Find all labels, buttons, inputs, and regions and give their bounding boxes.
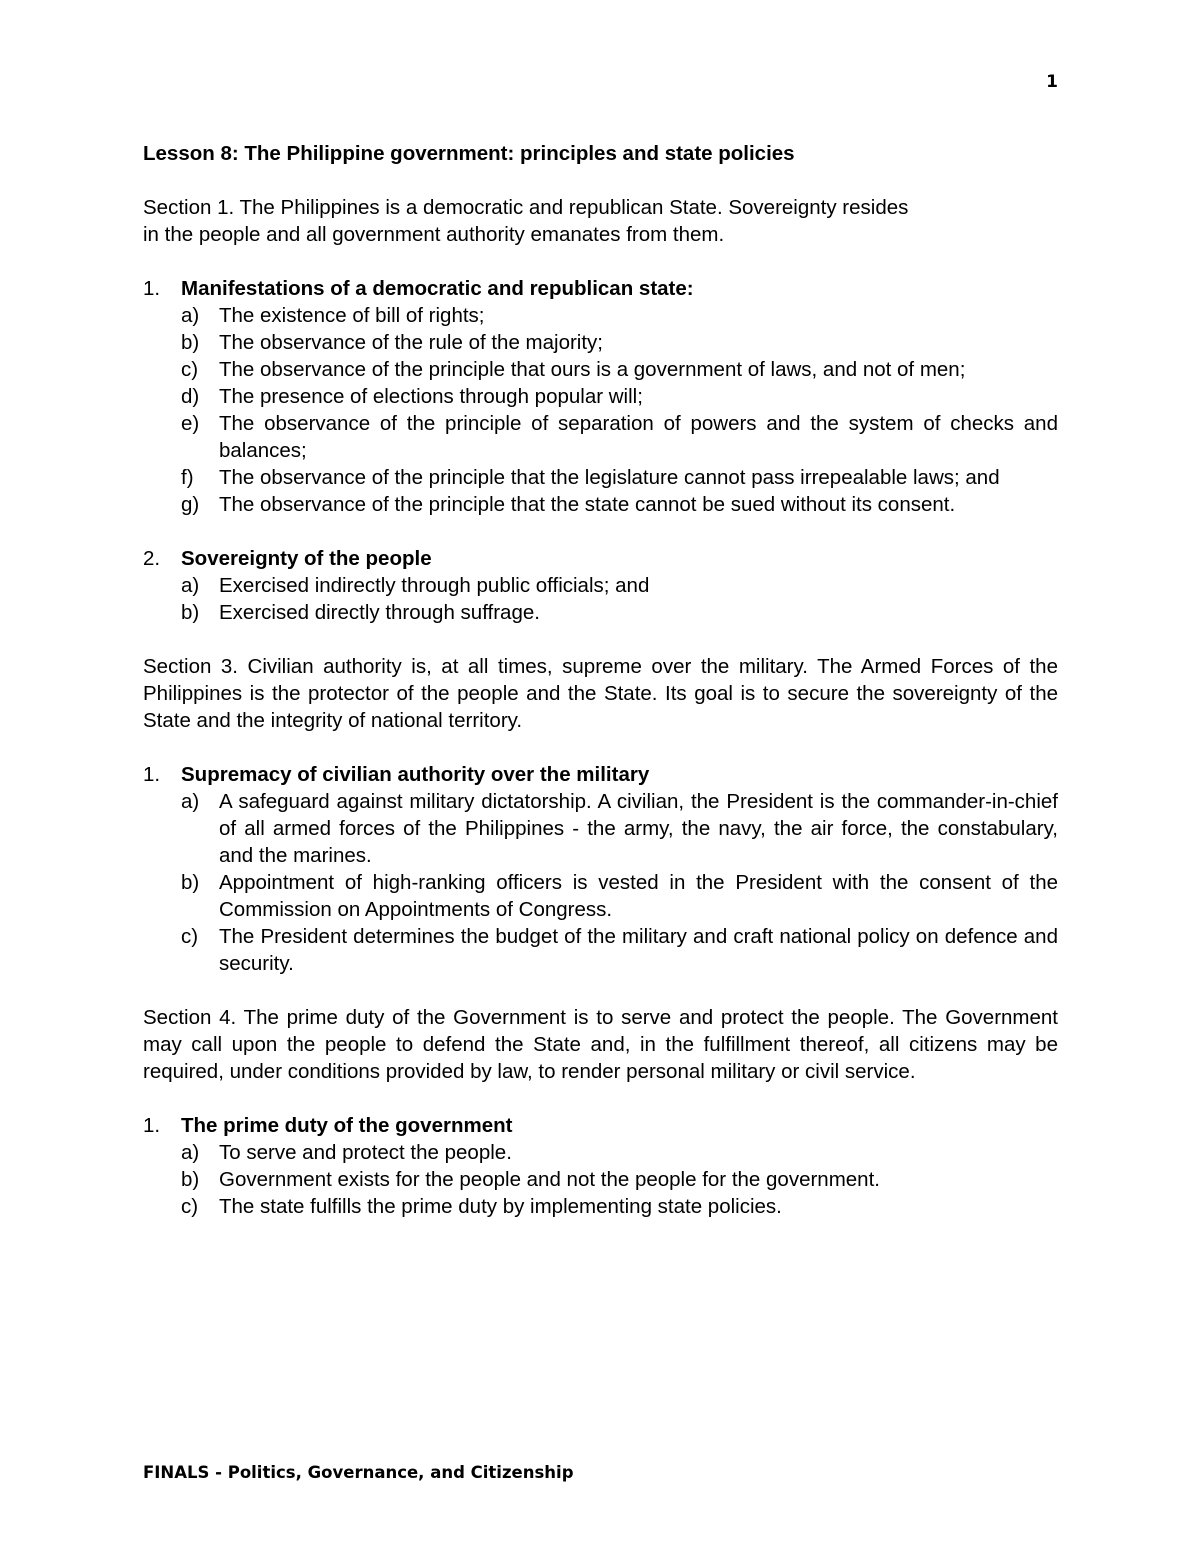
item-letter: a): [181, 1141, 200, 1164]
item-text: The President determines the budget of the military and craft national policy on defence and security.: [219, 925, 1058, 975]
item-text: A safeguard against military dictatorship. A civilian, the President is the commander-in-chief of all armed forces of the Philippines - the army, the navy, the air force, the constabulary, and the marines.: [219, 790, 1058, 867]
item-letter: a): [181, 790, 200, 813]
list-item: [181, 1193, 1058, 1220]
list-item: [181, 599, 1058, 626]
item-text: The observance of the principle that ours is a government of laws, and not of men;: [219, 358, 966, 381]
list-item: [181, 1139, 1058, 1166]
item-text: Exercised directly through suffrage.: [219, 601, 540, 624]
list-item: [181, 410, 1058, 464]
section-1-line-1: Section 1. The Philippines is a democratic and republican State. Sovereignty resides: [143, 196, 909, 219]
list-item: [181, 1166, 1058, 1193]
list-heading: [143, 275, 1058, 302]
lesson-title: Lesson 8: The Philippine government: principles and state policies: [143, 142, 795, 165]
item-letter: b): [181, 331, 200, 354]
section-4-paragraph: Section 4. The prime duty of the Government is to serve and protect the people. The Government may call upon the people to defend the State and, in the fulfillment thereof, all citizens may be required, under conditions provided by law, to render personal military or civil service.: [143, 1006, 1058, 1083]
document-body: [143, 140, 1058, 1247]
item-letter: a): [181, 304, 200, 327]
list-number: 1.: [143, 763, 161, 786]
list-manifestations: [143, 275, 1058, 518]
list-number: 2.: [143, 547, 161, 570]
page-number: 1: [1046, 72, 1058, 92]
list-item: [181, 464, 1058, 491]
item-text: The existence of bill of rights;: [219, 304, 485, 327]
item-letter: c): [181, 1195, 199, 1218]
item-text: To serve and protect the people.: [219, 1141, 512, 1164]
item-text: The state fulfills the prime duty by implementing state policies.: [219, 1195, 782, 1218]
item-letter: g): [181, 493, 200, 516]
item-text: The observance of the principle that the legislature cannot pass irrepealable laws; and: [219, 466, 1000, 489]
list-civilian-supremacy: [143, 761, 1058, 977]
list-item: [181, 491, 1058, 518]
list-item: [181, 329, 1058, 356]
section-1-paragraph: [143, 194, 1058, 248]
list-item: [181, 356, 1058, 383]
item-text: Government exists for the people and not the people for the government.: [219, 1168, 880, 1191]
item-letter: b): [181, 601, 200, 624]
item-text: Appointment of high-ranking officers is vested in the President with the consent of the Commission on Appointments of Congress.: [219, 871, 1058, 921]
item-text: Exercised indirectly through public officials; and: [219, 574, 650, 597]
list-item: [181, 302, 1058, 329]
section-3-paragraph: Section 3. Civilian authority is, at all times, supreme over the military. The Armed Forces of the Philippines is the protector of the people and the State. Its goal is to secure the sovereignty of the State and the integrity of national territory.: [143, 655, 1058, 732]
item-letter: c): [181, 925, 199, 948]
list-item: [181, 788, 1058, 869]
section-1-line-2: in the people and all government authority emanates from them.: [143, 223, 725, 246]
list-heading: [143, 1112, 1058, 1139]
item-text: The observance of the principle of separation of powers and the system of checks and balances;: [219, 412, 1058, 462]
list-item: [181, 923, 1058, 977]
list-heading: [143, 761, 1058, 788]
list-prime-duty: [143, 1112, 1058, 1220]
page-footer: FINALS - Politics, Governance, and Citizenship: [143, 1463, 574, 1482]
item-letter: e): [181, 412, 200, 435]
list-sovereignty: [143, 545, 1058, 626]
item-text: The presence of elections through popular will;: [219, 385, 643, 408]
item-letter: c): [181, 358, 199, 381]
list-heading-text: Sovereignty of the people: [181, 547, 432, 570]
list-heading: [143, 545, 1058, 572]
list-item: [181, 869, 1058, 923]
list-number: 1.: [143, 1114, 161, 1137]
list-heading-text: Manifestations of a democratic and republican state:: [181, 277, 694, 300]
list-item: [181, 383, 1058, 410]
list-heading-text: The prime duty of the government: [181, 1114, 513, 1137]
item-letter: b): [181, 1168, 200, 1191]
item-text: The observance of the rule of the majority;: [219, 331, 604, 354]
item-text: The observance of the principle that the state cannot be sued without its consent.: [219, 493, 956, 516]
item-letter: a): [181, 574, 200, 597]
list-item: [181, 572, 1058, 599]
list-heading-text: Supremacy of civilian authority over the military: [181, 763, 650, 786]
list-number: 1.: [143, 277, 161, 300]
item-letter: f): [181, 466, 194, 489]
item-letter: b): [181, 871, 200, 894]
item-letter: d): [181, 385, 200, 408]
